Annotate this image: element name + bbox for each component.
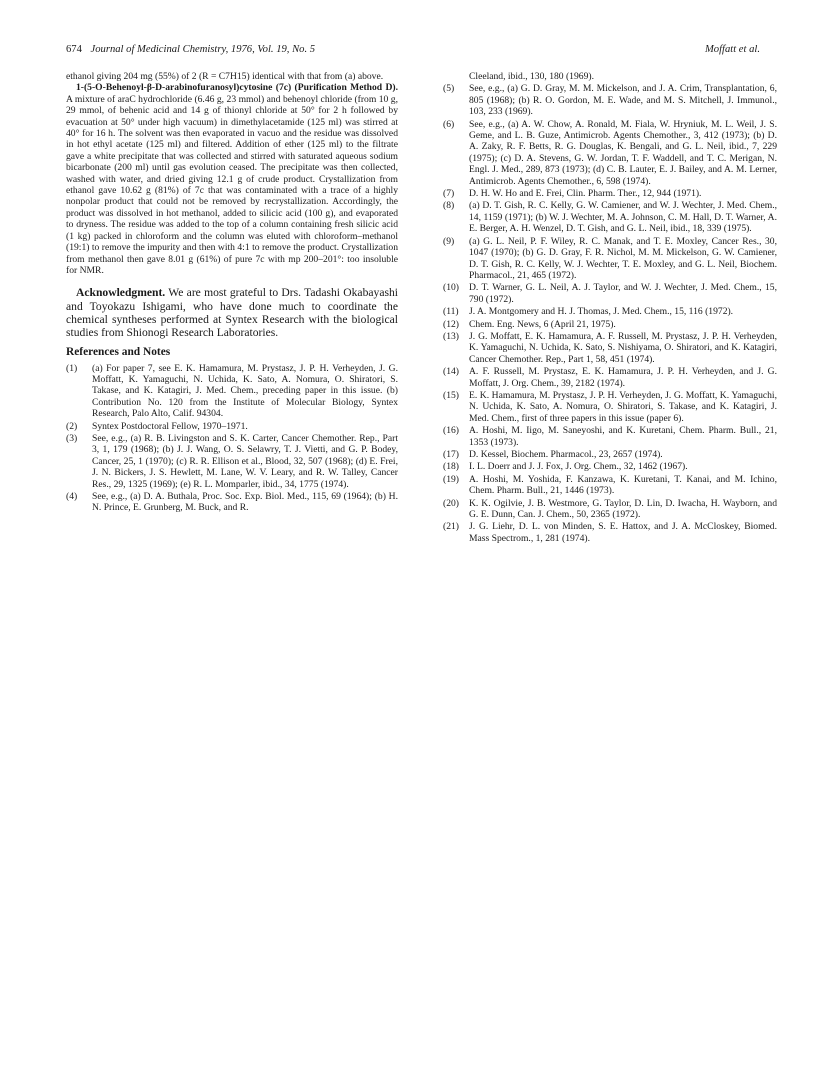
reference-list-right [443,83,777,544]
reference-text: See, e.g., (a) D. A. Buthala, Proc. Soc. Exp. Biol. Med., 115, 69 (1964); (b) H. N. Prince, E. Grunberg, M. Buck, and R. [92,491,398,514]
reference-text: Chem. Eng. News, 6 (April 21, 1975). [469,318,616,330]
reference-number: (9) [443,235,455,247]
reference-number: (21) [443,521,459,533]
reference-text: J. A. Montgomery and H. J. Thomas, J. Med. Chem., 15, 116 (1972). [469,306,734,318]
reference-number: (1) [66,362,78,374]
reference-number: (4) [66,491,78,502]
reference-number: (20) [443,497,459,509]
reference-text: J. G. Moffatt, E. K. Hamamura, A. F. Russell, M. Prystasz, J. P. H. Verheyden, K. Yamaguchi, N. Uchida, K. Sato, S. Nishiyama, O. Shiratori, and K. Katagiri, Cancer Chemother. Rep., Part 1, 58, 451 (1974). [469,330,777,365]
reference-number: (8) [443,200,455,212]
reference-text: See, e.g., (a) A. W. Chow, A. Ronald, M. Fiala, W. Hryniuk, M. L. Weil, J. S. Geme, and L. B. Guze, Antimicrob. Agents Chemother., 3, 412 (1973); (b) D. A. Zaky, R. F. Betts, R. G. Douglas, K. Bengali, and G. L. Neil, ibid., 7, 229 (1975); (c) D. A. Stevens, G. W. Jordan, T. F. Waddell, and T. C. Merigan, N. Engl. J. Med., 289, 873 (1973); (d) C. B. Lauter, E. J. Bailey, and A. M. Lerner, Antimicrob. Agents Chemother., 6, 598 (1974). [469,118,777,187]
reference-item [443,83,777,117]
reference-number: (12) [443,318,459,330]
reference-item [443,521,777,544]
reference-item [66,433,398,490]
journal-citation: Journal of Medicinal Chemistry, 1976, Vol. 19, No. 5 [90,44,316,55]
reference-item [443,188,777,199]
reference-text: (a) G. L. Neil, P. F. Wiley, R. C. Manak, and T. E. Moxley, Cancer Res., 30, 1047 (1970); (b) G. D. Gray, F. R. Nichol, M. M. Mickelson, G. W. Camiener, D. T. Gish, R. C. Kelly, W. J. Wechter, T. E. Moxley, and G. L. Neil, Biochem. Pharmacol., 21, 465 (1972). [469,235,777,281]
reference-number: (13) [443,330,459,342]
reference-text: D. T. Warner, G. L. Neil, A. J. Taylor, and W. J. Wechter, J. Med. Chem., 15, 790 (1972). [469,282,777,305]
reference-item [443,461,777,472]
reference-text: (a) D. T. Gish, R. C. Kelly, G. W. Camiener, and W. J. Wechter, J. Med. Chem., 14, 1159 (1971); (b) W. J. Wechter, M. A. Johnson, C. M. Hall, D. T. Warner, A. E. Berger, A. H. Wenzel, D. T. Gish, and G. L. Neil, ibid., 18, 339 (1975). [469,200,777,235]
reference-number: (2) [66,420,78,432]
reference-item [443,319,777,330]
reference-number: (6) [443,118,455,130]
reference-text: A. Hoshi, M. Yoshida, F. Kanzawa, K. Kuretani, T. Kanai, and M. Ichino, Chem. Pharm. Bull., 21, 1446 (1973). [469,473,777,497]
reference-number: (19) [443,473,459,485]
reference-text: A. Hoshi, M. Iigo, M. Saneyoshi, and K. Kuretani, Chem. Pharm. Bull., 21, 1353 (1973). [469,425,777,448]
reference-item [66,421,398,432]
reference-item [443,449,777,460]
procedure-title: 1-(5-O-Behenoyl-β-D-arabinofuranosyl)cytosine (7c) (Purification Method D). [76,82,398,94]
left-column [66,71,398,515]
reference-text: Syntex Postdoctoral Fellow, 1970–1971. [92,420,248,432]
reference-number: (7) [443,188,455,200]
header-authors: Moffatt et al. [704,44,760,55]
acknowledgment [66,286,398,339]
procedure-paragraph [66,82,398,276]
reference-item [443,331,777,365]
running-header [66,44,760,60]
reference-text: I. L. Doerr and J. J. Fox, J. Org. Chem., 32, 1462 (1967). [469,461,688,473]
reference-text: See, e.g., (a) G. D. Gray, M. M. Mickelson, and J. A. Crim, Transplantation, 6, 805 (1968); (b) R. O. Gordon, M. E. Wade, and M. S. Mitchell, J. Immunol., 103, 233 (1969). [469,83,777,118]
reference-text: K. K. Ogilvie, J. B. Westmore, G. Taylor, D. Lin, D. Iwacha, H. Wayborn, and G. E. Dunn, Can. J. Chem., 50, 2365 (1972). [469,497,777,521]
reference-item [443,498,777,521]
reference-item [443,366,777,389]
procedure-text: A mixture of araC hydrochloride (6.46 g, 23 mmol) and behenoyl chloride (from 10 g, 29 mmol, of behenic acid and 14 g of thionyl chloride at 50° for 2 h followed by evacuation at 50° under high vacuum) in dimethylacetamide (125 ml) was stirred at 40° for 16 h. The solvent was then evaporated in vacuo and the residue was dissolved in hot ethyl acetate (125 ml) and filtered. Addition of ether (125 ml) to the filtrate gave a white precipitate that was collected and stirred with saturated aqueous sodium bicarbonate (200 ml) until gas evolution ceased. The precipitate was then collected, washed with water, and dried giving 12.1 g of crude product. Crystallization from ethanol gave 10.62 g (81%) of 7c that was contaminated with a trace of a highly nonpolar product that could not be removed by recrystallization. Accordingly, the product was dissolved in hot methanol, added to silicic acid (100 g), and evaporated to dryness. The residue was added to the top of a column containing fresh silicic acid (1 kg) packed in chloroform and the column was eluted with chloroform–methanol (19:1) to remove the impurity and then with 4:1 to remove the product. Crystallization from methanol then gave 8.01 g (61%) of pure 7c with mp 200–201°: too insoluble for NMR. [66,93,398,276]
reference-text: (a) For paper 7, see E. K. Hamamura, M. Prystasz, J. P. H. Verheyden, J. G. Moffatt, K. Yamaguchi, N. Uchida, K. Sato, A. Nomura, O. Shiratori, S. Takase, and K. Katagiri, J. Med. Chem., preceding paper in this issue. (b) Contribution No. 120 from the Institute of Molecular Biology, Syntex Research, Palo Alto, Calif. 94304. [92,362,398,420]
references-heading: References and Notes [66,346,171,359]
reference-continuation [443,71,777,82]
reference-item [443,119,777,187]
reference-item [443,474,777,497]
reference-item [443,306,777,317]
reference-number: (5) [443,83,455,95]
reference-text: D. Kessel, Biochem. Pharmacol., 23, 2657 (1974). [469,449,663,460]
reference-item [443,390,777,424]
reference-item [66,363,398,420]
reference-item [443,282,777,305]
reference-number: (10) [443,282,459,294]
header-left [66,44,315,55]
reference-text: J. G. Liehr, D. L. von Minden, S. E. Hattox, and J. A. McCloskey, Biomed. Mass Spectrom., 1, 281 (1974). [469,521,777,544]
paragraph-continuation: ethanol giving 204 mg (55%) of 2 (R = C7H15) identical with that from (a) above. [66,71,384,82]
reference-item [443,200,777,234]
reference-text: A. F. Russell, M. Prystasz, E. K. Hamamura, J. P. H. Verheyden, and J. G. Moffatt, J. Org. Chem., 39, 2182 (1974). [469,366,777,389]
reference-item [66,491,398,514]
reference-number: (16) [443,425,459,437]
reference-number: (14) [443,366,459,378]
reference-text: See, e.g., (a) R. B. Livingston and S. K. Carter, Cancer Chemother. Rep., Part 3, 1, 179 (1968); (b) J. J. Wang, O. S. Selawry, T. J. Vietti, and G. P. Bodey, Cancer, 25, 1 (1970); (c) R. R. Ellison et al., Blood, 32, 507 (1968); (d) E. Frei, J. N. Bickers, J. S. Hewlett, M. Lane, W. V. Leary, and R. W. Talley, Cancer Res., 29, 1325 (1969); (e) R. L. Momparler, ibid., 34, 1775 (1974). [92,432,398,490]
reference-number: (18) [443,461,459,473]
acknowledgment-heading: Acknowledgment. [76,286,166,300]
acknowledgment-text: We are most grateful to Drs. Tadashi Okabayashi and Toyokazu Ishigami, who have done much to coordinate the chemical syntheses performed at Syntex Research with the biological studies from Shionogi Research Laboratories. [66,286,398,339]
reference-item [443,236,777,282]
reference-text: E. K. Hamamura, M. Prystasz, J. P. H. Verheyden, J. G. Moffatt, K. Yamaguchi, N. Uchida, K. Sato, A. Nomura, O. Shiratori, S. Takase, and K. Katagiri, J. Med. Chem., first of three papers in this issue (paper 6). [469,389,777,424]
reference-number: (17) [443,449,459,460]
reference-number: (11) [443,306,459,318]
right-column [443,71,777,545]
reference-number: (15) [443,389,459,401]
reference-item [443,425,777,448]
page-number: 674 [66,44,82,55]
reference-text: Cleeland, ibid., 130, 180 (1969). [469,71,594,82]
reference-text: D. H. W. Ho and E. Frei, Clin. Pharm. Ther., 12, 944 (1971). [469,188,702,200]
reference-list-left [66,363,398,514]
reference-number: (3) [66,432,78,444]
